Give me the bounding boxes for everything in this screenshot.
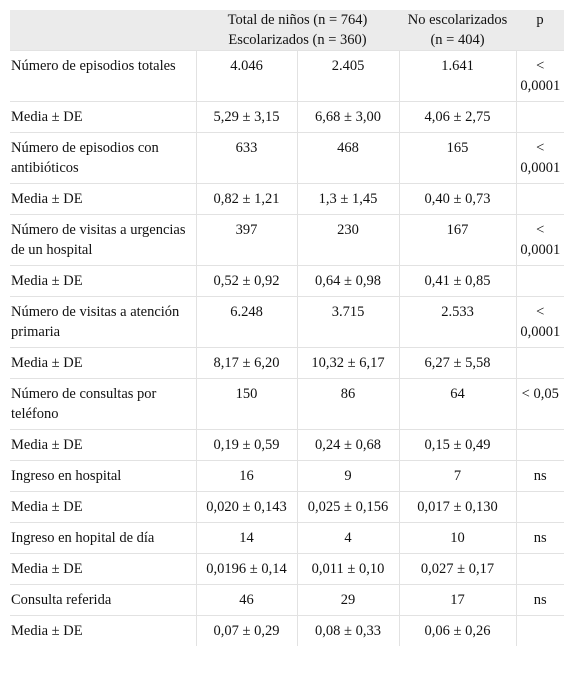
no-escolarizados-cell: 2.533 bbox=[399, 297, 516, 348]
p-value-symbol: < bbox=[536, 58, 545, 74]
table-row bbox=[10, 461, 564, 492]
row-label-cell: Media ± DE bbox=[10, 102, 196, 133]
table-row bbox=[10, 430, 564, 461]
header-total-escolarizados bbox=[196, 10, 399, 51]
header-no-escolarizados-label: No escolarizados bbox=[407, 12, 508, 28]
table-row bbox=[10, 492, 564, 523]
row-label-cell: Media ± DE bbox=[10, 492, 196, 523]
p-value-cell bbox=[516, 102, 564, 133]
total-cell: 6.248 bbox=[196, 297, 297, 348]
escolarizados-cell: 4 bbox=[297, 523, 399, 554]
total-cell: 4.046 bbox=[196, 51, 297, 102]
row-label-cell: Media ± DE bbox=[10, 430, 196, 461]
p-value-cell: ns bbox=[516, 461, 564, 492]
escolarizados-cell: 6,68 ± 3,00 bbox=[297, 102, 399, 133]
total-cell: 0,0196 ± 0,14 bbox=[196, 554, 297, 585]
header-empty-cell bbox=[10, 10, 196, 51]
table-row bbox=[10, 379, 564, 430]
escolarizados-cell: 0,011 ± 0,10 bbox=[297, 554, 399, 585]
row-label-cell: Media ± DE bbox=[10, 554, 196, 585]
table-row bbox=[10, 616, 564, 647]
no-escolarizados-cell: 0,41 ± 0,85 bbox=[399, 266, 516, 297]
header-no-escolarizados bbox=[399, 10, 516, 51]
total-cell: 150 bbox=[196, 379, 297, 430]
header-total-label: Total de niños (n = 764) bbox=[227, 12, 368, 28]
table-row bbox=[10, 51, 564, 102]
p-value-number: 0,0001 bbox=[520, 324, 561, 340]
p-value-symbol: < bbox=[536, 140, 545, 156]
p-value-symbol: < bbox=[536, 304, 545, 320]
no-escolarizados-cell: 10 bbox=[399, 523, 516, 554]
p-value-cell bbox=[516, 616, 564, 647]
p-value-cell bbox=[516, 430, 564, 461]
header-escolarizados-label: Escolarizados (n = 360) bbox=[228, 32, 367, 48]
p-value-cell: ns bbox=[516, 585, 564, 616]
results-table-container bbox=[10, 10, 564, 646]
p-value-cell bbox=[516, 554, 564, 585]
table-row bbox=[10, 523, 564, 554]
no-escolarizados-cell: 17 bbox=[399, 585, 516, 616]
escolarizados-cell: 1,3 ± 1,45 bbox=[297, 184, 399, 215]
header-p: p bbox=[516, 10, 564, 51]
row-label-cell: Número de consultas por teléfono bbox=[10, 379, 196, 430]
table-header bbox=[10, 10, 564, 51]
p-value-number: 0,0001 bbox=[520, 242, 561, 258]
table-row bbox=[10, 348, 564, 379]
p-value-cell bbox=[516, 51, 564, 102]
p-value-cell bbox=[516, 297, 564, 348]
escolarizados-cell: 29 bbox=[297, 585, 399, 616]
no-escolarizados-cell: 0,15 ± 0,49 bbox=[399, 430, 516, 461]
table-row bbox=[10, 184, 564, 215]
table-row bbox=[10, 297, 564, 348]
row-label-cell: Media ± DE bbox=[10, 184, 196, 215]
escolarizados-cell: 0,08 ± 0,33 bbox=[297, 616, 399, 647]
total-cell: 633 bbox=[196, 133, 297, 184]
no-escolarizados-cell: 1.641 bbox=[399, 51, 516, 102]
escolarizados-cell: 9 bbox=[297, 461, 399, 492]
p-value-symbol: < bbox=[536, 222, 545, 238]
p-value-number: 0,0001 bbox=[520, 78, 561, 94]
row-label-cell: Número de episodios con antibióticos bbox=[10, 133, 196, 184]
total-cell: 0,19 ± 0,59 bbox=[196, 430, 297, 461]
p-value-number: 0,0001 bbox=[520, 160, 561, 176]
table-row bbox=[10, 585, 564, 616]
row-label-cell: Número de visitas a atención primaria bbox=[10, 297, 196, 348]
escolarizados-cell: 2.405 bbox=[297, 51, 399, 102]
p-value-cell bbox=[516, 215, 564, 266]
total-cell: 0,82 ± 1,21 bbox=[196, 184, 297, 215]
no-escolarizados-cell: 167 bbox=[399, 215, 516, 266]
table-row bbox=[10, 266, 564, 297]
no-escolarizados-cell: 0,027 ± 0,17 bbox=[399, 554, 516, 585]
no-escolarizados-cell: 0,017 ± 0,130 bbox=[399, 492, 516, 523]
total-cell: 0,52 ± 0,92 bbox=[196, 266, 297, 297]
escolarizados-cell: 468 bbox=[297, 133, 399, 184]
p-value-cell bbox=[516, 348, 564, 379]
escolarizados-cell: 3.715 bbox=[297, 297, 399, 348]
no-escolarizados-cell: 64 bbox=[399, 379, 516, 430]
escolarizados-cell: 230 bbox=[297, 215, 399, 266]
row-label-cell: Media ± DE bbox=[10, 266, 196, 297]
results-table bbox=[10, 10, 564, 646]
total-cell: 8,17 ± 6,20 bbox=[196, 348, 297, 379]
total-cell: 0,07 ± 0,29 bbox=[196, 616, 297, 647]
table-row bbox=[10, 554, 564, 585]
table-row bbox=[10, 102, 564, 133]
row-label-cell: Media ± DE bbox=[10, 348, 196, 379]
p-value-cell bbox=[516, 133, 564, 184]
row-label-cell: Número de visitas a urgencias de un hospital bbox=[10, 215, 196, 266]
total-cell: 0,020 ± 0,143 bbox=[196, 492, 297, 523]
table-row bbox=[10, 133, 564, 184]
row-label-cell: Ingreso en hospital bbox=[10, 461, 196, 492]
escolarizados-cell: 0,64 ± 0,98 bbox=[297, 266, 399, 297]
total-cell: 5,29 ± 3,15 bbox=[196, 102, 297, 133]
total-cell: 14 bbox=[196, 523, 297, 554]
no-escolarizados-cell: 7 bbox=[399, 461, 516, 492]
p-value-cell bbox=[516, 266, 564, 297]
no-escolarizados-cell: 0,06 ± 0,26 bbox=[399, 616, 516, 647]
table-body bbox=[10, 51, 564, 647]
p-value-cell bbox=[516, 184, 564, 215]
total-cell: 397 bbox=[196, 215, 297, 266]
escolarizados-cell: 0,24 ± 0,68 bbox=[297, 430, 399, 461]
total-cell: 16 bbox=[196, 461, 297, 492]
no-escolarizados-cell: 0,40 ± 0,73 bbox=[399, 184, 516, 215]
row-label-cell: Consulta referida bbox=[10, 585, 196, 616]
header-row bbox=[10, 10, 564, 51]
table-row bbox=[10, 215, 564, 266]
no-escolarizados-cell: 165 bbox=[399, 133, 516, 184]
header-no-escolarizados-n: (n = 404) bbox=[430, 32, 485, 48]
p-value-cell: ns bbox=[516, 523, 564, 554]
no-escolarizados-cell: 4,06 ± 2,75 bbox=[399, 102, 516, 133]
escolarizados-cell: 86 bbox=[297, 379, 399, 430]
escolarizados-cell: 10,32 ± 6,17 bbox=[297, 348, 399, 379]
row-label-cell: Número de episodios totales bbox=[10, 51, 196, 102]
row-label-cell: Ingreso en hopital de día bbox=[10, 523, 196, 554]
no-escolarizados-cell: 6,27 ± 5,58 bbox=[399, 348, 516, 379]
p-value-cell bbox=[516, 492, 564, 523]
escolarizados-cell: 0,025 ± 0,156 bbox=[297, 492, 399, 523]
p-value-cell: < 0,05 bbox=[516, 379, 564, 430]
row-label-cell: Media ± DE bbox=[10, 616, 196, 647]
total-cell: 46 bbox=[196, 585, 297, 616]
